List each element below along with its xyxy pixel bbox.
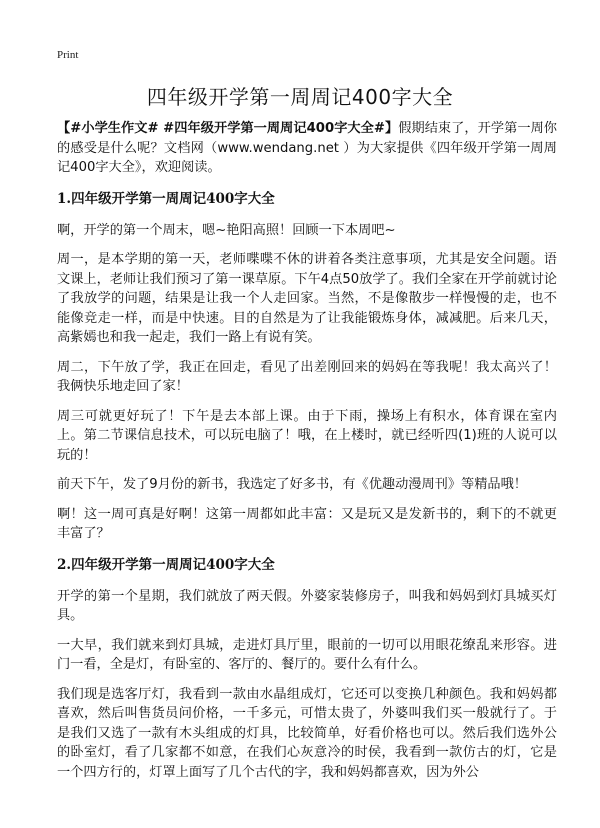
article-body	[57, 119, 557, 792]
page-title: 四年级开学第一周周记400字大全	[146, 85, 454, 109]
paragraph: 前天下午，发了9月份的新书，我选定了好多书，有《优趣动漫周刊》等精品哦！	[57, 477, 527, 492]
print-label: Print	[57, 49, 79, 61]
paragraph: 周一，是本学期的第一天，老师喋喋不休的讲着各类注意事项，尤其是安全问题。语文课上，老师让我们预习了第一课草原。下午4点50放学了。我们全家在开学前就讨论了我放学的问题，结果是让我一个人走回家。当然，不是像散步一样慢慢的走，也不能像竞走一样，而是中快速。目的自然是为了让我能锻炼身体，减减肥。后来几天，高紫嫣也和我一起走，我们一路上有说有笑。	[57, 252, 557, 345]
intro-text: 假期结束了，开学第一周你的感受是什么呢？文档网（www.wendang.net ）为大家提供《四年级开学第一周周记400字大全》，欢迎阅读。	[57, 121, 557, 175]
paragraph: 我们现是选客厅灯，我看到一款由水晶组成灯，它还可以变换几种颜色。我和妈妈都喜欢，然后叫售货员问价格，一千多元，可惜太贵了，外婆叫我们买一般就行了。于是我们又选了一款有木头组成的灯具，比较简单，好看价格也可以。然后我们选外公的卧室灯，看了几家都不如意，在我们心灰意冷的时侯，我看到一款仿古的灯，它是一个四方行的，灯罩上面写了几个古代的字，我和妈妈都喜欢，因为外公	[57, 686, 557, 780]
paragraph: 啊！这一周可真是好啊！这第一周都如此丰富：又是玩又是发新书的，剩下的不就更丰富了？	[57, 506, 557, 541]
section-heading-1: 1.四年级开学第一周周记400字大全	[57, 190, 275, 207]
paragraph: 开学的第一个星期，我们就放了两天假。外婆家装修房子，叫我和妈妈到灯具城买灯具。	[57, 588, 557, 623]
paragraph: 啊，开学的第一个周末，嗯~艳阳高照！回顾一下本周吧~	[57, 222, 396, 238]
paragraph: 周二，下午放了学，我正在回走，看见了出差刚回来的妈妈在等我呢！我太高兴了！我俩快乐地走回了家！	[57, 359, 557, 394]
intro-paragraph	[57, 119, 557, 178]
intro-tags: 【#小学生作文# #四年级开学第一周周记400字大全#】	[57, 121, 399, 136]
paragraph: 一大早，我们就来到灯具城，走进灯具厅里，眼前的一切可以用眼花缭乱来形容。进门一看，全是灯，有卧室的、客厅的、餐厅的。要什么有什么。	[57, 637, 557, 672]
paragraph: 周三可就更好玩了！下午是去本部上课。由于下雨，操场上有积水，体育课在室内上。第二节课信息技术，可以玩电脑了！哦，在上楼时，就已经听四(1)班的人说可以玩的！	[57, 408, 557, 463]
section-heading-2: 2.四年级开学第一周周记400字大全	[57, 556, 275, 573]
